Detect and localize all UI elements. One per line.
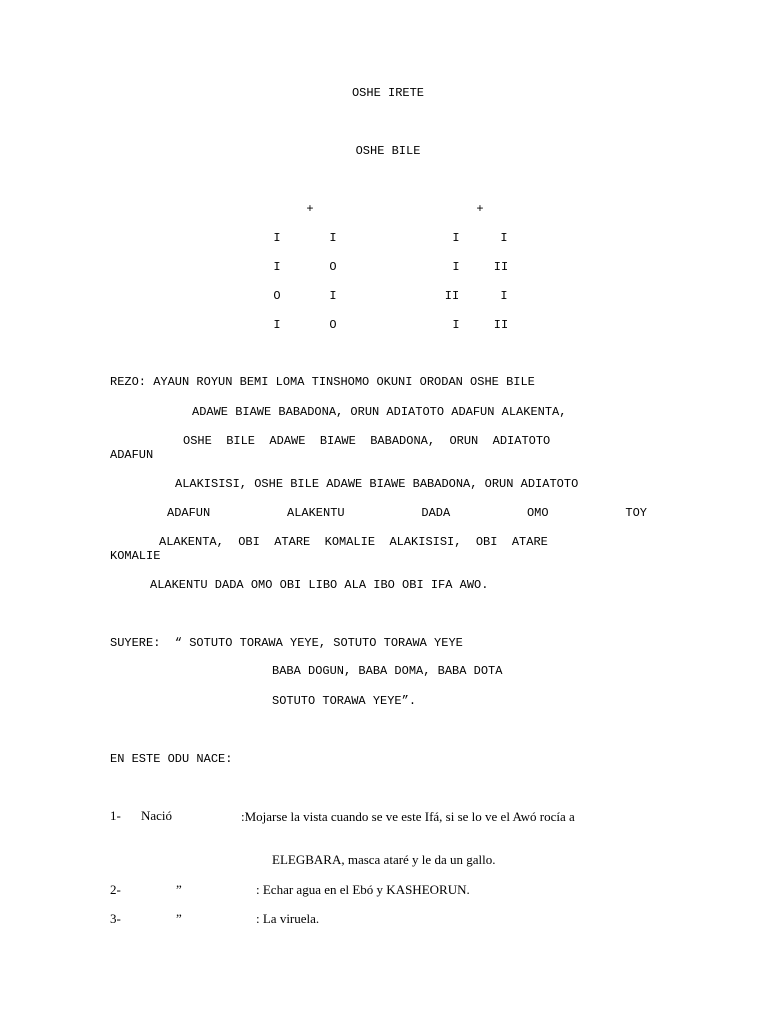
suyere-line: BABA DOGUN, BABA DOMA, BABA DOTA: [272, 664, 503, 678]
odu-mark: O: [329, 318, 337, 332]
item-number: 1-: [110, 808, 121, 823]
page-title: OSHE IRETE: [351, 86, 424, 100]
rezo-line: ALAKENTU DADA OMO OBI LIBO ALA IBO OBI IFA AWO.: [150, 578, 489, 592]
odu-mark: I: [452, 231, 460, 245]
item-text-continued: ELEGBARA, masca ataré y le da un gallo.: [272, 852, 496, 867]
rezo-line: REZO: AYAUN ROYUN BEMI LOMA TINSHOMO OKUNI ORODAN OSHE BILE: [110, 375, 535, 389]
odu-mark: O: [273, 289, 281, 303]
item-label: Nació: [141, 808, 173, 823]
page-subtitle: OSHE BILE: [355, 144, 421, 158]
odu-mark: O: [329, 260, 337, 274]
item-text: : Echar agua en el Ebó y KASHEORUN.: [256, 882, 470, 897]
right-plus-mark: +: [476, 202, 484, 216]
rezo-word: TOY: [625, 506, 647, 520]
odu-mark: I: [273, 318, 281, 332]
odu-mark: I: [329, 289, 337, 303]
item-number: 3-: [110, 911, 121, 926]
rezo-line: KOMALIE: [110, 549, 161, 563]
odu-mark: I: [273, 260, 281, 274]
odu-mark: I: [500, 289, 508, 303]
odu-mark: I: [452, 318, 460, 332]
odu-mark: I: [273, 231, 281, 245]
odu-mark: II: [493, 260, 509, 274]
odu-mark: I: [329, 231, 337, 245]
section-heading: EN ESTE ODU NACE:: [110, 752, 233, 766]
left-plus-mark: +: [306, 202, 314, 216]
item-text: : La viruela.: [256, 911, 320, 926]
odu-mark: I: [500, 231, 508, 245]
ditto-mark: ”: [176, 911, 182, 926]
odu-mark: II: [444, 289, 460, 303]
rezo-word: ALAKENTU: [287, 506, 345, 520]
rezo-word: DADA: [421, 506, 451, 520]
rezo-line: ALAKISISI, OSHE BILE ADAWE BIAWE BABADONA, ORUN ADIATOTO: [175, 477, 579, 491]
rezo-word: OMO: [526, 506, 549, 520]
rezo-line: ADAWE BIAWE BABADONA, ORUN ADIATOTO ADAFUN ALAKENTA,: [192, 405, 567, 419]
item-text: :Mojarse la vista cuando se ve este Ifá, si se lo ve el Awó rocía a: [241, 809, 575, 824]
rezo-line: ADAFUN: [110, 448, 154, 462]
suyere-line: SUYERE: “ SOTUTO TORAWA YEYE, SOTUTO TORAWA YEYE: [110, 636, 463, 650]
rezo-line: OSHE BILE ADAWE BIAWE BABADONA, ORUN ADIATOTO: [183, 434, 551, 448]
odu-mark: I: [452, 260, 460, 274]
odu-mark: II: [493, 318, 509, 332]
rezo-word: ADAFUN: [167, 506, 211, 520]
ditto-mark: ”: [176, 882, 182, 897]
rezo-line: ALAKENTA, OBI ATARE KOMALIE ALAKISISI, OBI ATARE: [159, 535, 548, 549]
suyere-line: SOTUTO TORAWA YEYE”.: [272, 694, 417, 708]
rezo-line: [167, 506, 647, 520]
item-number: 2-: [110, 882, 121, 897]
